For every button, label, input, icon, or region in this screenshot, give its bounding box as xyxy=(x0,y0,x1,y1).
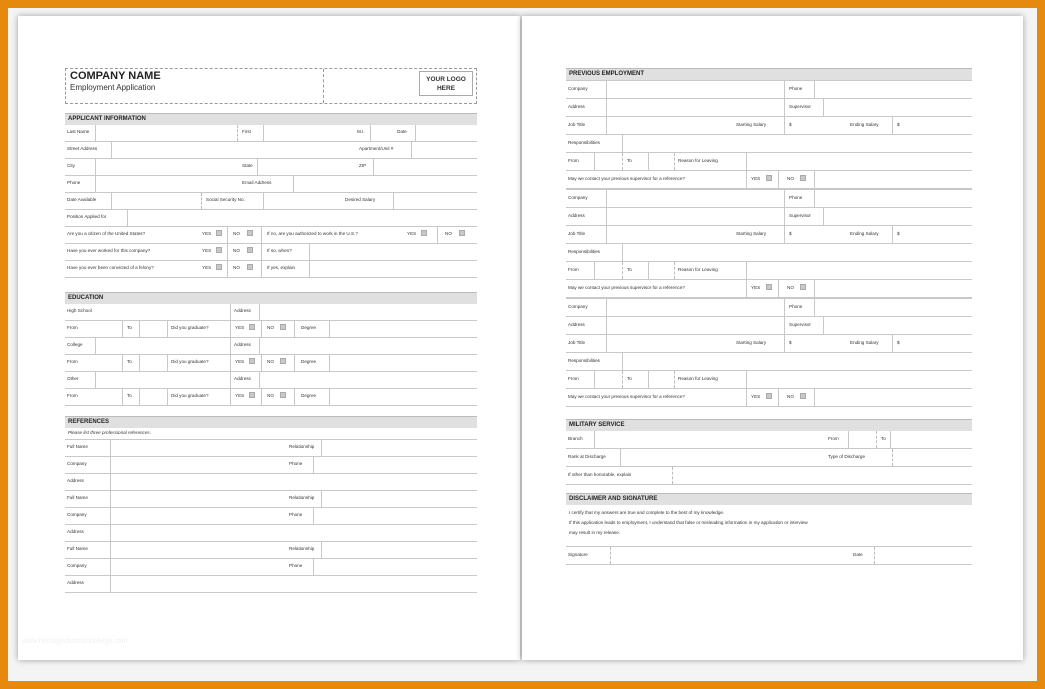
disclaimer-text: I certify that my answers are true and complete to the best of my knowledge. If this application leads to employment, I understand that false or misleading information in my application or interview may result in my release. xyxy=(566,505,972,547)
form-subtitle: Employment Application xyxy=(70,83,156,92)
no-checkbox[interactable] xyxy=(247,230,253,236)
other-discharge-row: If other than honorable, explain xyxy=(566,467,972,485)
yes-checkbox[interactable] xyxy=(249,392,255,398)
field-label: ZIP xyxy=(359,163,367,168)
employment-address-row: Address Supervisor xyxy=(566,99,972,117)
citizen-row: Are you a citizen of the United States? YES NO If no, are you authorized to work in the U.S.? YES NO xyxy=(65,227,477,244)
employment-dates-row: From To Reason for Leaving xyxy=(566,262,972,280)
school-dates-row: From To Did you graduate? YES NO Degree xyxy=(65,321,477,338)
employment-responsibilities-row: Responsibilities xyxy=(566,135,972,153)
company-name: COMPANY NAME xyxy=(70,70,161,82)
yes-checkbox[interactable] xyxy=(249,358,255,364)
branch-row: Branch From To xyxy=(566,431,972,449)
question-label: Have you ever been convicted of a felony? xyxy=(67,265,154,270)
phone-row xyxy=(65,176,477,193)
question-label: Are you a citizen of the United States? xyxy=(67,231,146,236)
employment-job-row: Job Title Starting Salary $ Ending Salary $ xyxy=(566,117,972,135)
yes-checkbox[interactable] xyxy=(766,284,772,290)
references-note-row xyxy=(65,428,477,440)
employment-contact-row: May we contact your previous supervisor for a reference? YES NO xyxy=(566,171,972,189)
field-label: State xyxy=(242,163,253,168)
application-page-2 xyxy=(522,16,1023,660)
section-title: PREVIOUS EMPLOYMENT xyxy=(566,68,972,80)
yes-checkbox[interactable] xyxy=(216,230,222,236)
no-checkbox[interactable] xyxy=(247,264,253,270)
reference-name-row: Full Name Relationship xyxy=(65,440,477,457)
employment-company-row: Company Phone xyxy=(566,189,972,208)
field-label: Social Security No. xyxy=(206,197,245,202)
reference-address-row: Address xyxy=(65,576,477,593)
employment-job-row: Job Title Starting Salary $ Ending Salary $ xyxy=(566,335,972,353)
field-label: Position Applied for xyxy=(67,214,107,219)
employment-block xyxy=(566,80,972,189)
no-checkbox[interactable] xyxy=(800,284,806,290)
field-label: Phone xyxy=(67,180,81,185)
field-label: Email Address xyxy=(242,180,272,185)
form-header xyxy=(65,68,477,104)
school-dates-row: From To Did you graduate? YES NO Degree xyxy=(65,389,477,406)
reference-address-row: Address xyxy=(65,525,477,542)
employment-contact-row: May we contact your previous supervisor for a reference? YES NO xyxy=(566,280,972,298)
employment-section xyxy=(566,68,972,80)
reference-name-row: Full Name Relationship xyxy=(65,542,477,559)
employment-address-row: Address Supervisor xyxy=(566,317,972,335)
employment-address-row: Address Supervisor xyxy=(566,208,972,226)
employment-dates-row: From To Reason for Leaving xyxy=(566,153,972,171)
question-label: If so, when? xyxy=(267,248,292,253)
yes-checkbox[interactable] xyxy=(421,230,427,236)
military-section xyxy=(566,419,972,485)
watermark: www.heritagechristiancollege.com xyxy=(22,638,128,645)
employment-dates-row: From To Reason for Leaving xyxy=(566,371,972,389)
section-title: MILITARY SERVICE xyxy=(566,419,972,431)
yes-checkbox[interactable] xyxy=(766,175,772,181)
employment-responsibilities-row: Responsibilities xyxy=(566,353,972,371)
no-checkbox[interactable] xyxy=(459,230,465,236)
employment-block xyxy=(566,189,972,298)
field-label: Date Available xyxy=(67,197,97,202)
field-label: Desired Salary xyxy=(345,197,376,202)
section-title: EDUCATION xyxy=(65,292,477,304)
yes-checkbox[interactable] xyxy=(249,324,255,330)
yes-checkbox[interactable] xyxy=(766,393,772,399)
question-label: If no, are you authorized to work in the U.S.? xyxy=(267,231,358,236)
no-checkbox[interactable] xyxy=(800,393,806,399)
application-page-1 xyxy=(18,16,520,660)
field-label: Street Address xyxy=(67,146,98,151)
field-label: Apartment/Unit # xyxy=(359,146,394,151)
name-row xyxy=(65,125,477,142)
section-title: DISCLAIMER AND SIGNATURE xyxy=(566,493,972,505)
disclaimer-section xyxy=(566,493,972,565)
employment-job-row: Job Title Starting Salary $ Ending Salary $ xyxy=(566,226,972,244)
employment-contact-row: May we contact your previous supervisor for a reference? YES NO xyxy=(566,389,972,407)
felony-row: Have you ever been convicted of a felony? YES NO If yes, explain xyxy=(65,261,477,278)
field-label: First xyxy=(242,129,251,134)
no-checkbox[interactable] xyxy=(280,324,286,330)
no-checkbox[interactable] xyxy=(247,247,253,253)
worked-row: Have you ever worked for this company? YES NO If so, when? xyxy=(65,244,477,261)
reference-name-row: Full Name Relationship xyxy=(65,491,477,508)
question-label: If yes, explain xyxy=(267,265,296,270)
employment-block xyxy=(566,298,972,407)
employment-responsibilities-row: Responsibilities xyxy=(566,244,972,262)
yes-checkbox[interactable] xyxy=(216,247,222,253)
reference-company-row: Company Phone xyxy=(65,457,477,474)
question-label: Have you ever worked for this company? xyxy=(67,248,151,253)
references-section xyxy=(65,416,477,593)
field-label: Date xyxy=(397,129,407,134)
employment-blocks xyxy=(566,80,972,407)
discharge-row: Rank at Discharge Type of Discharge xyxy=(566,449,972,467)
reference-address-row: Address xyxy=(65,474,477,491)
field-label: Last Name xyxy=(67,129,90,134)
school-row: High School Address xyxy=(65,304,477,321)
employment-company-row: Company Phone xyxy=(566,80,972,99)
field-label: City xyxy=(67,163,75,168)
school-row: Other Address xyxy=(65,372,477,389)
availability-row xyxy=(65,193,477,210)
education-section xyxy=(65,292,477,406)
school-dates-row: From To Did you graduate? YES NO Degree xyxy=(65,355,477,372)
logo-placeholder: YOUR LOGO HERE xyxy=(419,71,473,96)
section-title: APPLICANT INFORMATION xyxy=(65,113,477,125)
section-title: REFERENCES xyxy=(65,416,477,428)
references-note: Please list three professional references. xyxy=(68,430,151,435)
reference-company-row: Company Phone xyxy=(65,508,477,525)
no-checkbox[interactable] xyxy=(280,392,286,398)
city-row xyxy=(65,159,477,176)
no-checkbox[interactable] xyxy=(800,175,806,181)
reference-company-row: Company Phone xyxy=(65,559,477,576)
street-row xyxy=(65,142,477,159)
field-label: M.I. xyxy=(357,129,365,134)
employment-company-row: Company Phone xyxy=(566,298,972,317)
yes-checkbox[interactable] xyxy=(216,264,222,270)
no-checkbox[interactable] xyxy=(280,358,286,364)
school-row: College Address xyxy=(65,338,477,355)
signature-row: Signature Date xyxy=(566,547,972,565)
position-row xyxy=(65,210,477,227)
applicant-section xyxy=(65,113,477,278)
